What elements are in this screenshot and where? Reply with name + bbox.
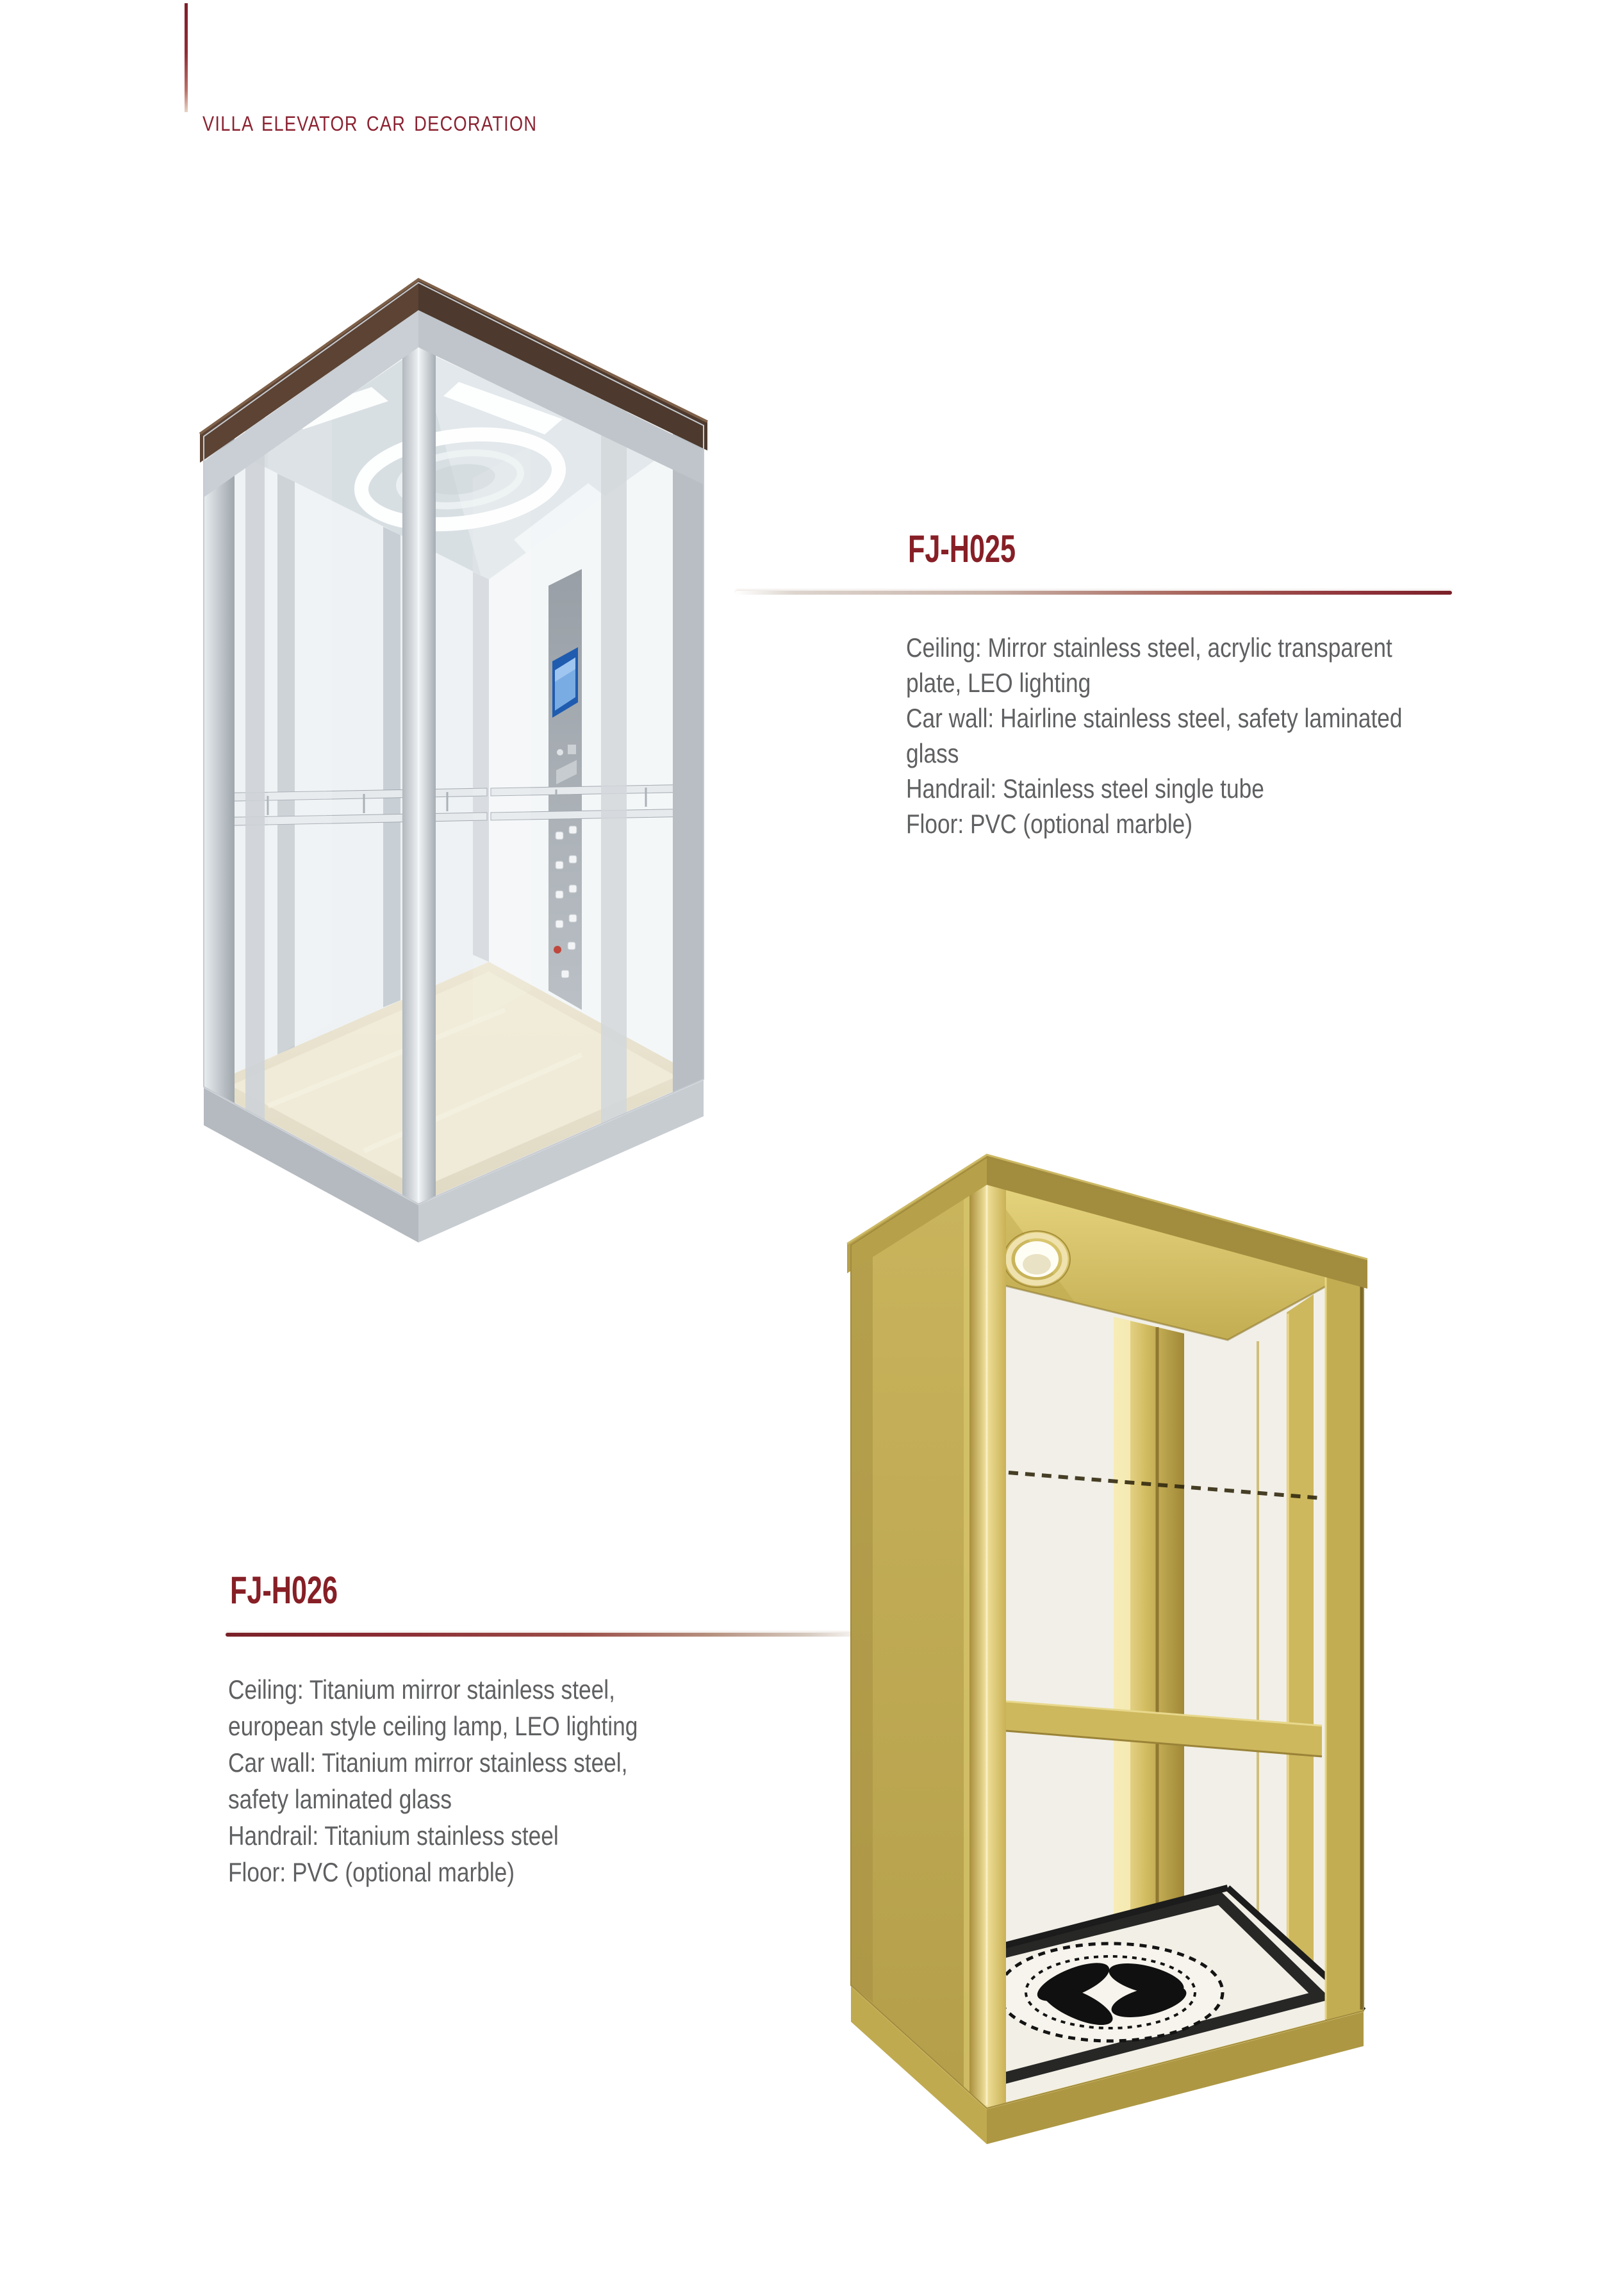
spec-line: glass (906, 738, 959, 768)
product-specs (228, 1671, 638, 1890)
spec-line: Floor: PVC (optional marble) (906, 809, 1193, 839)
spec-line: Ceiling: Titanium mirror stainless steel, (228, 1674, 615, 1705)
gold-mirror-side-wall (851, 1157, 987, 2108)
page-title: VILLA ELEVATOR CAR DECORATION (202, 112, 538, 135)
spec-line: Car wall: Titanium mirror stainless steel, (228, 1747, 628, 1778)
spec-line: Ceiling: Mirror stainless steel, acrylic transparent (906, 632, 1392, 663)
spec-line: Handrail: Stainless steel single tube (906, 773, 1264, 804)
product-photo-fj-h025 (172, 254, 713, 1244)
product-specs (906, 630, 1403, 841)
product-model-title: FJ-H025 (908, 527, 1016, 570)
spec-line: plate, LEO lighting (906, 668, 1091, 698)
spec-line: Floor: PVC (optional marble) (228, 1857, 515, 1887)
spec-line: Car wall: Hairline stainless steel, safety laminated (906, 703, 1403, 733)
product-photo-fj-h026 (838, 1149, 1373, 2145)
product-model-title: FJ-H026 (230, 1569, 338, 1612)
spec-line: Handrail: Titanium stainless steel (228, 1821, 559, 1851)
header-accent-line (185, 3, 188, 112)
floor-medallion (998, 1944, 1223, 2041)
divider-line (736, 591, 1452, 595)
divider-line (226, 1633, 870, 1637)
silver-elevator-illustration (172, 254, 713, 1244)
gold-elevator-illustration (838, 1149, 1373, 2145)
cop-alarm-button (554, 946, 561, 954)
spec-line: european style ceiling lamp, LEO lighting (228, 1711, 638, 1741)
spec-line: safety laminated glass (228, 1784, 452, 1814)
